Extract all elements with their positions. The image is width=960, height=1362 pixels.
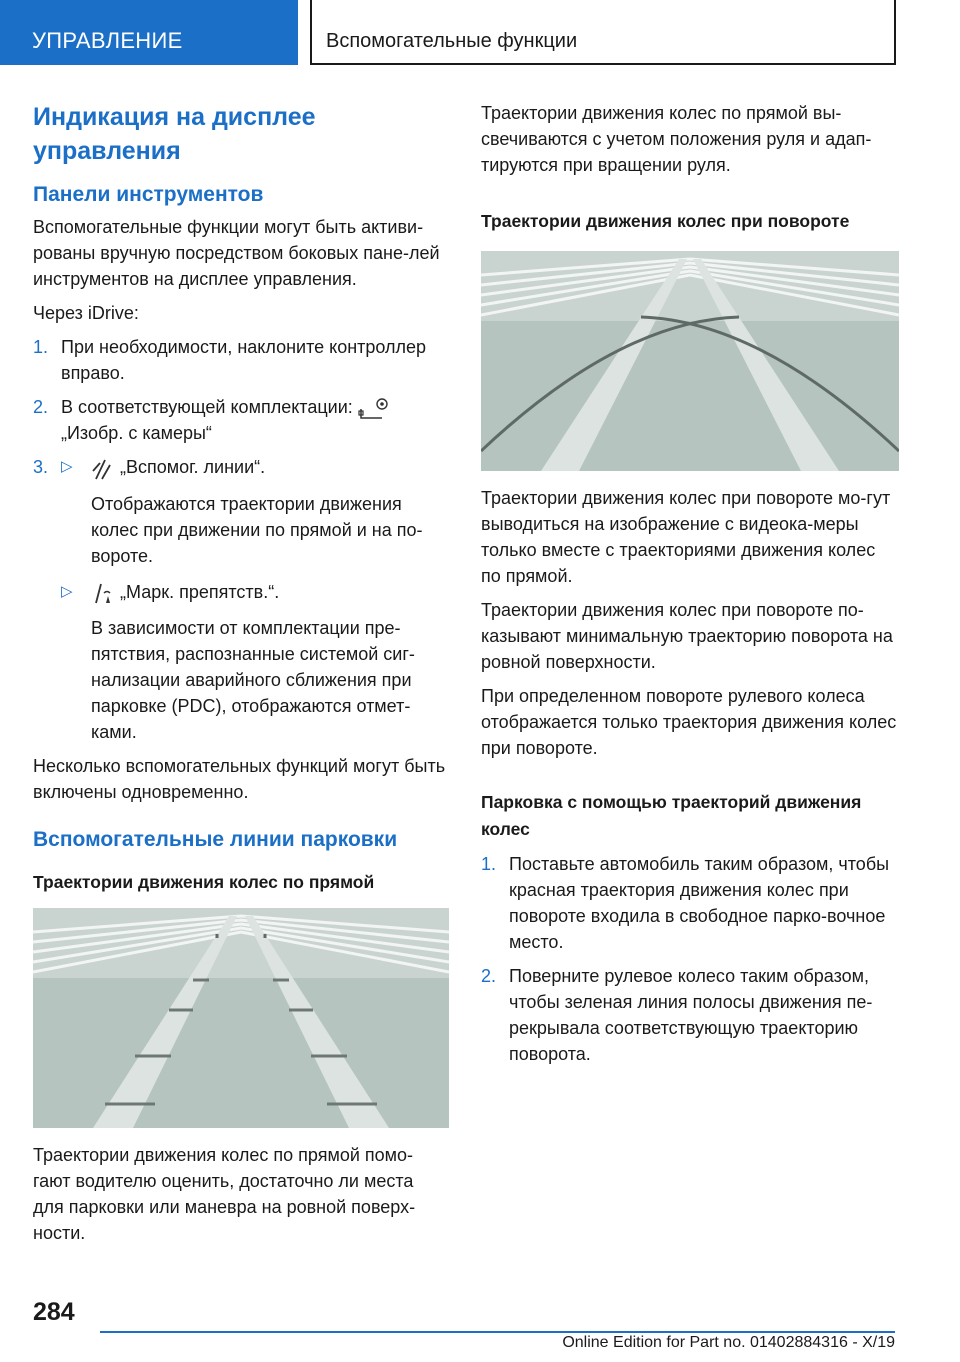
steps-list [33, 334, 449, 745]
step-text: При необходимости, наклоните контроллер вправо. [61, 337, 427, 383]
sub-item-label: „Вспомог. линии“. [120, 457, 266, 478]
guide-lines-icon [91, 457, 115, 481]
turn-trajectory-image [481, 251, 899, 471]
parking-lines-heading: Вспомогательные линии парковки [33, 827, 398, 851]
parking-steps-list [481, 851, 899, 1067]
parking-trajectory-heading: Парковка с помощью траекторий движения колес [481, 792, 862, 839]
header-section-tab: УПРАВЛЕНИЕ [0, 0, 298, 65]
list-item [481, 963, 899, 1067]
turn-paragraph-1: Траектории движения колес при повороте мо-гут выводиться на изображение с видеока-меры только вместе с траекториями движения колес по прямой. [481, 488, 891, 586]
sub-item [61, 579, 449, 745]
turn-trajectory-heading: Траектории движения колес при повороте [481, 211, 850, 231]
turn-paragraph-3: При определенном повороте рулевого колеса отображается только траектория движения колес при повороте. [481, 686, 897, 758]
step-number: 1. [33, 337, 49, 357]
step-text: Поставьте автомобиль таким образом, чтобы красная траектория движения колес при повороте входила в свободное парко-вочное место. [509, 854, 890, 952]
straight-trajectory-heading: Траектории движения колес по прямой [33, 871, 375, 892]
obstacle-marker-icon [91, 581, 115, 605]
panel-heading: Панели инструментов [33, 183, 264, 206]
step-number: 2. [33, 397, 49, 417]
step-number: 2. [481, 966, 497, 986]
footer-divider [100, 1331, 895, 1333]
right-column [481, 100, 899, 1075]
triangle-bullet-icon: ▷ [61, 458, 73, 476]
triangle-bullet-icon: ▷ [61, 582, 73, 600]
page-title: Индикация на дисплее управления [33, 103, 316, 165]
straight-trajectory-image [33, 908, 449, 1128]
page-number: 284 [33, 1298, 75, 1326]
step-text-2: „Изобр. с камеры“ [61, 423, 212, 444]
straight-adapt-paragraph: Траектории движения колес по прямой вы-свечиваются с учетом положения руля и адап-тируются при вращении руля. [481, 103, 872, 175]
camera-settings-icon [358, 396, 392, 420]
sub-item [61, 454, 449, 568]
sub-item-label: „Марк. препятств.“. [120, 581, 280, 602]
sub-item-desc: В зависимости от комплектации пре-пятствия, распознанные системой сиг-нализации аварийного сближения при парковке (PDC), отображаются отмет-ками. [91, 617, 415, 742]
step-number: 3. [33, 457, 49, 478]
step-text: Поверните рулевое колесо таким образом, чтобы зеленая линия полосы движения пе-рекрывала соответствующую траекторию поворота. [509, 966, 873, 1064]
footer-edition: Online Edition for Part no. 01402884316 - X/19 [562, 1334, 895, 1351]
list-item [33, 334, 449, 386]
via-idrive: Через iDrive: [33, 303, 139, 323]
list-item [481, 851, 899, 955]
step-number: 1. [481, 854, 497, 874]
straight-trajectory-caption: Траектории движения колес по прямой помо-гают водителю оценить, достаточно ли места для парковки или маневра на ровной поверх-ности. [33, 1144, 416, 1243]
multi-functions-note: Несколько вспомогательных функций могут быть включены одновременно. [33, 755, 446, 802]
step-text: В соответствующей комплектации: [61, 397, 353, 417]
sub-item-desc: Отображаются траектории движения колес при движении по прямой и на по-вороте. [91, 493, 423, 566]
list-item [33, 394, 449, 446]
intro-paragraph: Вспомогательные функции могут быть активи-рованы вручную посредством боковых пане-лей инструментов на дисплее управления. [33, 217, 440, 289]
header-chapter-title: Вспомогательные функции [310, 0, 896, 65]
list-item [33, 454, 449, 745]
left-column [33, 100, 449, 1254]
turn-paragraph-2: Траектории движения колес при повороте по-казывают минимальную траекторию поворота на ровной поверхности. [481, 600, 893, 672]
